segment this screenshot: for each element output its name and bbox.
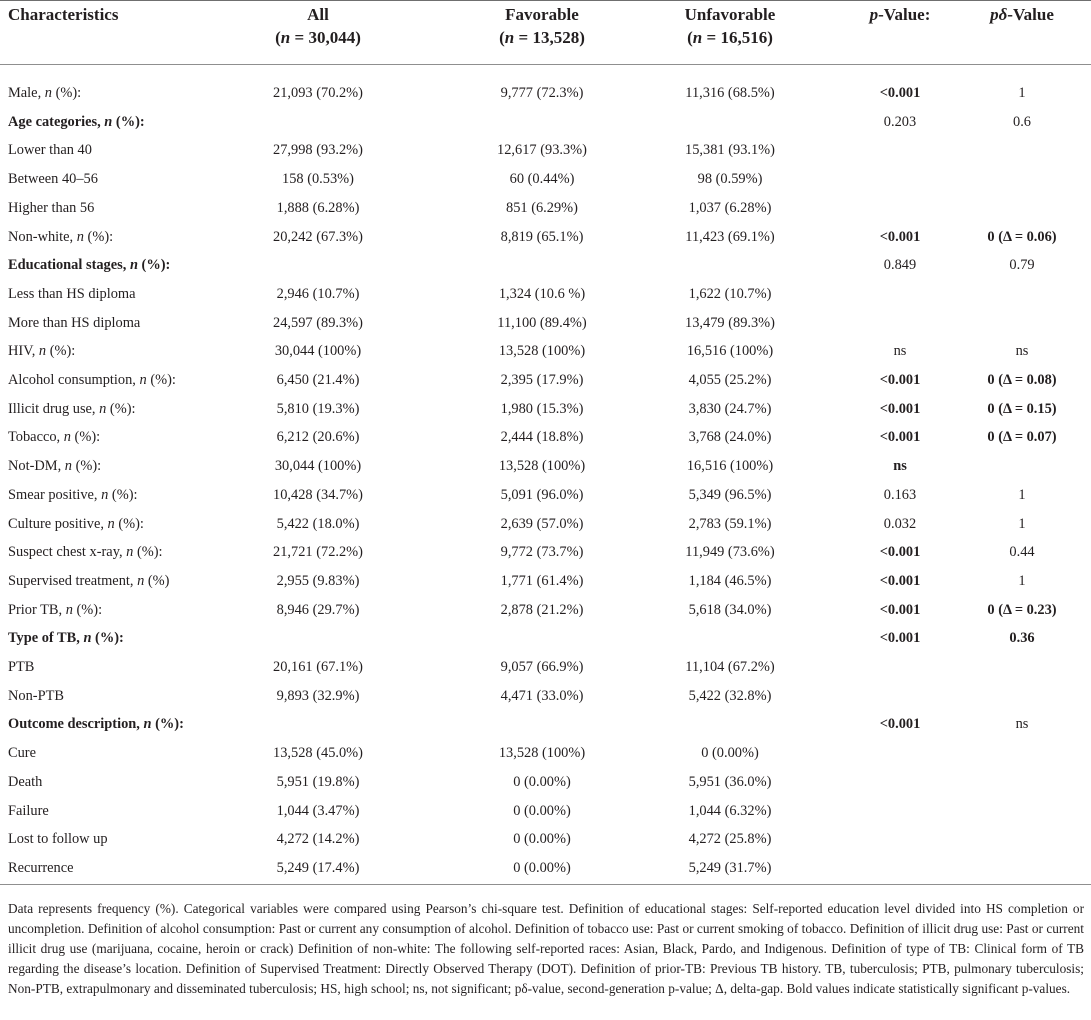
cell-unfavorable: 13,479 (89.3%) (685, 314, 775, 331)
cell-unfavorable: 98 (0.59%) (697, 171, 763, 188)
cell-p-delta-value: 1 (1018, 85, 1026, 101)
table-row (0, 572, 1091, 601)
cell-favorable: 9,772 (73.7%) (500, 544, 584, 561)
cell-characteristic: Higher than 56 (8, 199, 95, 216)
cell-characteristic: HIV, n (%): (8, 343, 76, 360)
cell-p-delta-value: 1 (1018, 486, 1026, 503)
cell-characteristic: Male, n (%): (8, 85, 82, 101)
cell-favorable: 1,324 (10.6 %) (498, 285, 586, 302)
table-top-rule (0, 0, 1091, 1)
cell-p-delta-value: 0 (Δ = 0.23) (987, 601, 1057, 618)
cell-unfavorable: 3,830 (24.7%) (688, 400, 772, 417)
cell-unfavorable: 5,349 (96.5%) (688, 486, 772, 503)
header-n: (n = 16,516) (687, 28, 773, 47)
cell-unfavorable: 5,951 (36.0%) (688, 773, 772, 790)
header-label: Favorable (505, 5, 579, 24)
cell-characteristic: Lower than 40 (8, 142, 92, 159)
cell-all: 1,044 (3.47%) (276, 802, 360, 819)
cell-unfavorable: 11,949 (73.6%) (685, 544, 775, 561)
cell-unfavorable: 11,104 (67.2%) (685, 659, 775, 675)
cell-characteristic: Lost to follow up (8, 831, 108, 848)
table-row (0, 199, 1091, 228)
table-row (0, 543, 1091, 572)
cell-favorable: 9,057 (66.9%) (500, 659, 584, 675)
cell-favorable: 4,471 (33.0%) (500, 687, 584, 704)
cell-p-delta-value: 0.44 (1009, 544, 1035, 561)
header-n: (n = 30,044) (275, 28, 361, 47)
cell-characteristic: Culture positive, n (%): (8, 515, 144, 532)
table-row (0, 457, 1091, 486)
header-bottom-rule (0, 64, 1091, 65)
cell-characteristic: Age categories, n (%): (8, 113, 145, 130)
cell-all: 4,272 (14.2%) (276, 831, 360, 848)
table-row (0, 744, 1091, 773)
table-row (0, 629, 1091, 658)
cell-favorable: 0 (0.00%) (513, 802, 571, 819)
cell-p-value: ns (893, 458, 907, 475)
cell-p-value: 0.032 (883, 515, 917, 532)
cell-all: 21,093 (70.2%) (273, 85, 363, 101)
cell-characteristic: Less than HS diploma (8, 285, 136, 302)
cell-favorable: 12,617 (93.3%) (497, 142, 587, 159)
table-row (0, 113, 1091, 142)
cell-all: 8,946 (29.7%) (276, 601, 360, 618)
table-bottom-rule (0, 884, 1091, 885)
header-unfavorable (630, 3, 830, 49)
cell-unfavorable: 16,516 (100%) (686, 343, 774, 360)
cell-favorable: 0 (0.00%) (513, 773, 571, 790)
cell-characteristic: Non-white, n (%): (8, 228, 114, 245)
header-all (218, 3, 418, 49)
cell-p-value: ns (893, 343, 907, 360)
cell-unfavorable: 5,422 (32.8%) (688, 687, 772, 704)
table-row (0, 515, 1091, 544)
cell-all: 21,721 (72.2%) (273, 544, 363, 561)
table-row (0, 400, 1091, 429)
cell-all: 10,428 (34.7%) (273, 486, 363, 503)
cell-all: 20,242 (67.3%) (273, 228, 363, 245)
cell-p-value: <0.001 (879, 372, 921, 388)
cell-p-value: 0.849 (883, 257, 917, 274)
cell-favorable: 8,819 (65.1%) (500, 228, 584, 245)
cell-unfavorable: 5,249 (31.7%) (688, 859, 772, 876)
cell-unfavorable: 3,768 (24.0%) (688, 429, 772, 446)
cell-unfavorable: 1,037 (6.28%) (688, 199, 772, 216)
cell-p-value: 0.163 (883, 486, 917, 503)
table-row (0, 141, 1091, 170)
cell-p-delta-value: 1 (1018, 515, 1026, 532)
cell-unfavorable: 15,381 (93.1%) (685, 142, 775, 159)
cell-all: 30,044 (100%) (274, 458, 362, 475)
cell-p-delta-value: 0 (Δ = 0.08) (987, 372, 1057, 388)
cell-all: 5,249 (17.4%) (276, 859, 360, 876)
cell-p-value: <0.001 (879, 630, 921, 647)
cell-characteristic: Cure (8, 745, 36, 762)
cell-characteristic: Alcohol consumption, n (%): (8, 372, 176, 388)
header-label: p-Value: (869, 5, 931, 24)
cell-favorable: 2,444 (18.8%) (500, 429, 584, 446)
cell-characteristic: Prior TB, n (%): (8, 601, 103, 618)
cell-p-delta-value: ns (1015, 343, 1029, 360)
cell-characteristic: Type of TB, n (%): (8, 630, 124, 647)
header-label: All (307, 5, 329, 24)
header-p-value (840, 3, 960, 26)
cell-favorable: 2,639 (57.0%) (500, 515, 584, 532)
cell-all: 30,044 (100%) (274, 343, 362, 360)
table-row (0, 314, 1091, 343)
cell-all: 5,810 (19.3%) (276, 400, 360, 417)
cell-unfavorable: 5,618 (34.0%) (688, 601, 772, 618)
cell-all: 6,450 (21.4%) (276, 372, 360, 388)
table-row (0, 256, 1091, 285)
cell-p-value: <0.001 (879, 544, 921, 561)
cell-unfavorable: 1,184 (46.5%) (688, 572, 772, 589)
cell-p-delta-value: ns (1015, 716, 1029, 733)
cell-unfavorable: 16,516 (100%) (686, 458, 774, 475)
cell-p-delta-value: 0 (Δ = 0.06) (987, 228, 1057, 245)
cell-characteristic: Supervised treatment, n (%) (8, 572, 170, 589)
cell-unfavorable: 1,044 (6.32%) (688, 802, 772, 819)
cell-characteristic: Smear positive, n (%): (8, 486, 138, 503)
header-label: Unfavorable (684, 5, 776, 24)
cell-favorable: 0 (0.00%) (513, 859, 571, 876)
cell-unfavorable: 4,272 (25.8%) (688, 831, 772, 848)
cell-p-value: <0.001 (879, 572, 921, 589)
cell-unfavorable: 0 (0.00%) (701, 745, 759, 762)
cell-characteristic: Recurrence (8, 859, 74, 876)
cell-p-value: <0.001 (879, 85, 921, 101)
cell-characteristic: Illicit drug use, n (%): (8, 400, 136, 417)
cell-all: 24,597 (89.3%) (273, 314, 363, 331)
cell-all: 13,528 (45.0%) (273, 745, 363, 762)
cell-characteristic: More than HS diploma (8, 314, 141, 331)
table-row (0, 342, 1091, 371)
cell-characteristic: PTB (8, 659, 35, 675)
cell-p-delta-value: 0.79 (1009, 257, 1035, 274)
table-row (0, 228, 1091, 257)
cell-favorable: 1,771 (61.4%) (500, 572, 584, 589)
table-row (0, 170, 1091, 199)
table-row (0, 830, 1091, 859)
header-label: pδ-Value (990, 5, 1054, 24)
cell-characteristic: Death (8, 773, 43, 790)
cell-favorable: 0 (0.00%) (513, 831, 571, 848)
cell-unfavorable: 1,622 (10.7%) (688, 285, 772, 302)
cell-favorable: 5,091 (96.0%) (500, 486, 584, 503)
table-row (0, 687, 1091, 716)
cell-p-value: <0.001 (879, 716, 921, 733)
cell-all: 2,946 (10.7%) (276, 285, 360, 302)
cell-characteristic: Tobacco, n (%): (8, 429, 101, 446)
header-label: Characteristics (8, 5, 119, 24)
cell-favorable: 13,528 (100%) (498, 745, 586, 762)
table-row (0, 658, 1091, 687)
cell-all: 158 (0.53%) (282, 171, 354, 188)
cell-p-value: <0.001 (879, 228, 921, 245)
cell-favorable: 2,395 (17.9%) (500, 372, 584, 388)
cell-characteristic: Non-PTB (8, 687, 64, 704)
table-row (0, 84, 1091, 113)
table-row (0, 715, 1091, 744)
cell-p-value: <0.001 (879, 429, 921, 446)
header-p-delta-value (962, 3, 1082, 26)
table-footnote: Data represents frequency (%). Categorical variables were compared using Pearson’s chi-square test. Definition of educational stages: Self-reported education level divided into HS completion or uncompletion. Definition of alcohol consumption: Past or current any consumption of alcohol. Definition of tobacco use: Past or current smoking of tobacco. Definition of illicit drug use: Past or current illicit drug use (marijuana, cocaine, heroin or crack) Definition of non-white: The following self-reported races: Asian, Black, Pardo, and Indigenous. Definition of type of TB: Clinical form of TB regarding the disease’s location. Definition of Supervised Treatment: Directly Observed Therapy (DOT). Definition of prior-TB: Previous TB history. TB, tuberculosis; PTB, pulmonary tuberculosis; Non-PTB, extrapulmonary and disseminated tuberculosis; HS, high school; ns, not significant; pδ-value, second-generation p-value; Δ, delta-gap. Bold values indicate statistically significant p-values. (8, 901, 1084, 996)
table-row (0, 285, 1091, 314)
table-row (0, 773, 1091, 802)
table-row (0, 601, 1091, 630)
cell-all: 9,893 (32.9%) (276, 687, 360, 704)
cell-unfavorable: 11,423 (69.1%) (685, 228, 775, 245)
cell-favorable: 9,777 (72.3%) (500, 85, 584, 101)
cell-favorable: 13,528 (100%) (498, 343, 586, 360)
cell-characteristic: Suspect chest x-ray, n (%): (8, 544, 163, 561)
table-row (0, 802, 1091, 831)
table-row (0, 371, 1091, 400)
table-row (0, 486, 1091, 515)
cell-all: 1,888 (6.28%) (276, 199, 360, 216)
table-row (0, 428, 1091, 457)
cell-all: 27,998 (93.2%) (273, 142, 363, 159)
cell-all: 20,161 (67.1%) (273, 659, 363, 675)
cell-favorable: 851 (6.29%) (506, 199, 578, 216)
cell-favorable: 60 (0.44%) (509, 171, 575, 188)
cell-p-delta-value: 0.36 (1009, 630, 1035, 647)
header-characteristics (8, 3, 118, 26)
cell-favorable: 11,100 (89.4%) (497, 314, 587, 331)
header-n: (n = 13,528) (499, 28, 585, 47)
cell-p-delta-value: 0 (Δ = 0.15) (987, 400, 1057, 417)
cell-p-delta-value: 1 (1018, 572, 1026, 589)
cell-p-value: <0.001 (879, 400, 921, 417)
cell-unfavorable: 4,055 (25.2%) (688, 372, 772, 388)
cell-all: 5,422 (18.0%) (276, 515, 360, 532)
cell-characteristic: Failure (8, 802, 49, 819)
cell-p-delta-value: 0 (Δ = 0.07) (987, 429, 1057, 446)
header-favorable (442, 3, 642, 49)
cell-p-value: 0.203 (883, 113, 917, 130)
cell-characteristic: Between 40–56 (8, 171, 98, 188)
cell-characteristic: Educational stages, n (%): (8, 257, 171, 274)
cell-favorable: 1,980 (15.3%) (500, 400, 584, 417)
cell-p-delta-value: 0.6 (1013, 113, 1031, 130)
cell-all: 6,212 (20.6%) (276, 429, 360, 446)
cell-characteristic: Outcome description, n (%): (8, 716, 184, 733)
cell-all: 2,955 (9.83%) (276, 572, 360, 589)
cell-favorable: 13,528 (100%) (498, 458, 586, 475)
cell-favorable: 2,878 (21.2%) (500, 601, 584, 618)
cell-unfavorable: 2,783 (59.1%) (688, 515, 772, 532)
cell-unfavorable: 11,316 (68.5%) (685, 85, 775, 101)
cell-all: 5,951 (19.8%) (276, 773, 360, 790)
cell-characteristic: Not-DM, n (%): (8, 458, 102, 475)
cell-p-value: <0.001 (879, 601, 921, 618)
